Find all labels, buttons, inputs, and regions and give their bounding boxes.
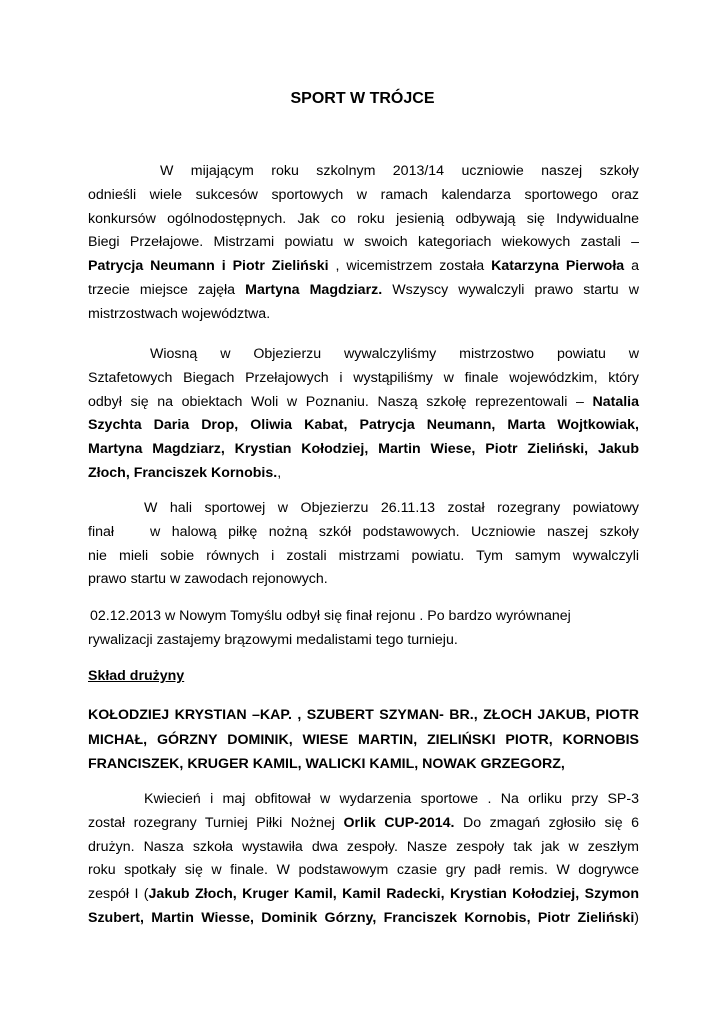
- text-line: 02.12.2013 w Nowym Tomyślu odbył się finał rejonu . Po bardzo wyrównanej: [90, 608, 571, 624]
- text-line: [88, 462, 639, 486]
- text-run: ): [634, 909, 639, 926]
- text-run: został rozegrany Turniej Piłki Nożnej: [88, 814, 344, 831]
- paragraph-orlik-cup: [88, 788, 639, 931]
- paragraph-autumn-races: [88, 160, 639, 327]
- text-run: finał: [88, 523, 115, 540]
- text-line: Biegi Przełajowe. Mistrzami powiatu w swoich kategoriach wiekowych zastali –: [88, 234, 639, 251]
- text-run: , wicemistrzem została: [328, 258, 492, 275]
- text-run: trzecie miejsce zajęła: [88, 281, 246, 298]
- text-line: W hali sportowej w Objezierzu 26.11.13 został rozegrany powiatowy: [144, 500, 639, 516]
- bold-names: Martyna Magdziarz.: [245, 281, 383, 298]
- text-line: prawo startu w zawodach rejonowych.: [88, 571, 328, 588]
- text-line: W mijającym roku szkolnym 2013/14 uczniowie naszej szkoły: [160, 163, 639, 179]
- text-line: KOŁODZIEJ KRYSTIAN –KAP. , SZUBERT SZYMAN- BR., ZŁOCH JAKUB, PIOTR: [88, 707, 639, 723]
- text-run: Wszyscy wywalczyli prawo startu w: [382, 281, 639, 298]
- bold-names: Jakub Złoch, Kruger Kamil, Kamil Radecki, Krystian Kołodziej, Szymon: [148, 886, 639, 903]
- text-run: Do zmagań zgłosiło się 6: [454, 814, 639, 831]
- text-line: mistrzostwach województwa.: [88, 305, 271, 322]
- bold-names: Natalia: [592, 393, 639, 410]
- text-line: nie mieli sobie równych i zostali mistrzami powiatu. Tym samym wywalczyli: [88, 547, 639, 564]
- bold-names: Szubert, Martin Wiesse, Dominik Górzny, Franciszek Kornobis, Piotr Zieliński: [88, 909, 635, 926]
- bold-names: Orlik CUP-2014.: [343, 814, 455, 831]
- text-line: [88, 255, 639, 279]
- text-line: odnieśli wiele sukcesów sportowych w ramach kalendarza sportowego oraz: [88, 186, 639, 203]
- page-title: SPORT W TRÓJCE: [290, 90, 435, 107]
- squad-heading-block: [88, 665, 639, 689]
- text-run: ,: [277, 464, 282, 481]
- text-run: zespół I (: [88, 886, 149, 903]
- text-line: [88, 391, 639, 415]
- bold-names: Złoch, Franciszek Kornobis.: [88, 464, 278, 481]
- text-line: [88, 812, 639, 836]
- text-line: drużyn. Nasza szkoła wystawiła dwa zespoły. Nasze zespoły tak jak w zeszłym: [88, 838, 639, 855]
- text-line: [88, 521, 639, 545]
- text-line: roku spotkały się w finale. W podstawowym czasie gry padł remis. W dogrywce: [88, 862, 639, 879]
- text-line: Kwiecień i maj obfitował w wydarzenia sportowe . Na orliku przy SP-3: [144, 791, 639, 807]
- paragraph-spring-relay: [88, 343, 639, 486]
- bold-names: Katarzyna Pierwoła: [491, 258, 625, 275]
- text-line: Sztafetowych Biegach Przełajowych i wystąpiliśmy w finale wojewódzkim, który: [88, 369, 639, 386]
- text-line: [88, 907, 639, 931]
- text-line: MICHAŁ, GÓRZNY DOMINIK, WIESE MARTIN, ZIELIŃSKI PIOTR, KORNOBIS: [88, 731, 639, 748]
- text-line: Wiosną w Objezierzu wywalczyliśmy mistrzostwo powiatu w: [150, 346, 639, 362]
- text-run: a: [624, 258, 640, 275]
- text-line: Martyna Magdziarz, Krystian Kołodziej, Martin Wiese, Piotr Zieliński, Jakub: [88, 441, 639, 458]
- text-run: odbył się na obiektach Woli w Poznaniu. Naszą szkołę reprezentowali –: [88, 393, 593, 410]
- paragraph-regional-final: [88, 605, 639, 653]
- squad-heading: Skład drużyny: [88, 668, 185, 684]
- text-line: Szychta Daria Drop, Oliwia Kabat, Patrycja Neumann, Marta Wojtkowiak,: [88, 417, 639, 434]
- text-line: FRANCISZEK, KRUGER KAMIL, WALICKI KAMIL, NOWAK GRZEGORZ,: [88, 756, 565, 772]
- text-run: w halową piłkę nożną szkół podstawowych. Uczniowie naszej szkoły: [150, 523, 639, 540]
- paragraph-hall-football: [88, 497, 639, 592]
- text-line: [88, 883, 639, 907]
- text-line: rywalizacji zastajemy brązowymi medalistami tego turnieju.: [88, 631, 458, 648]
- bold-names: Patrycja Neumann i Piotr Zieliński: [88, 258, 329, 275]
- squad-list: [88, 703, 639, 777]
- text-line: [88, 279, 639, 303]
- text-line: konkursów ogólnodostępnych. Jak co roku jesienią odbywają się Indywidualne: [88, 210, 639, 227]
